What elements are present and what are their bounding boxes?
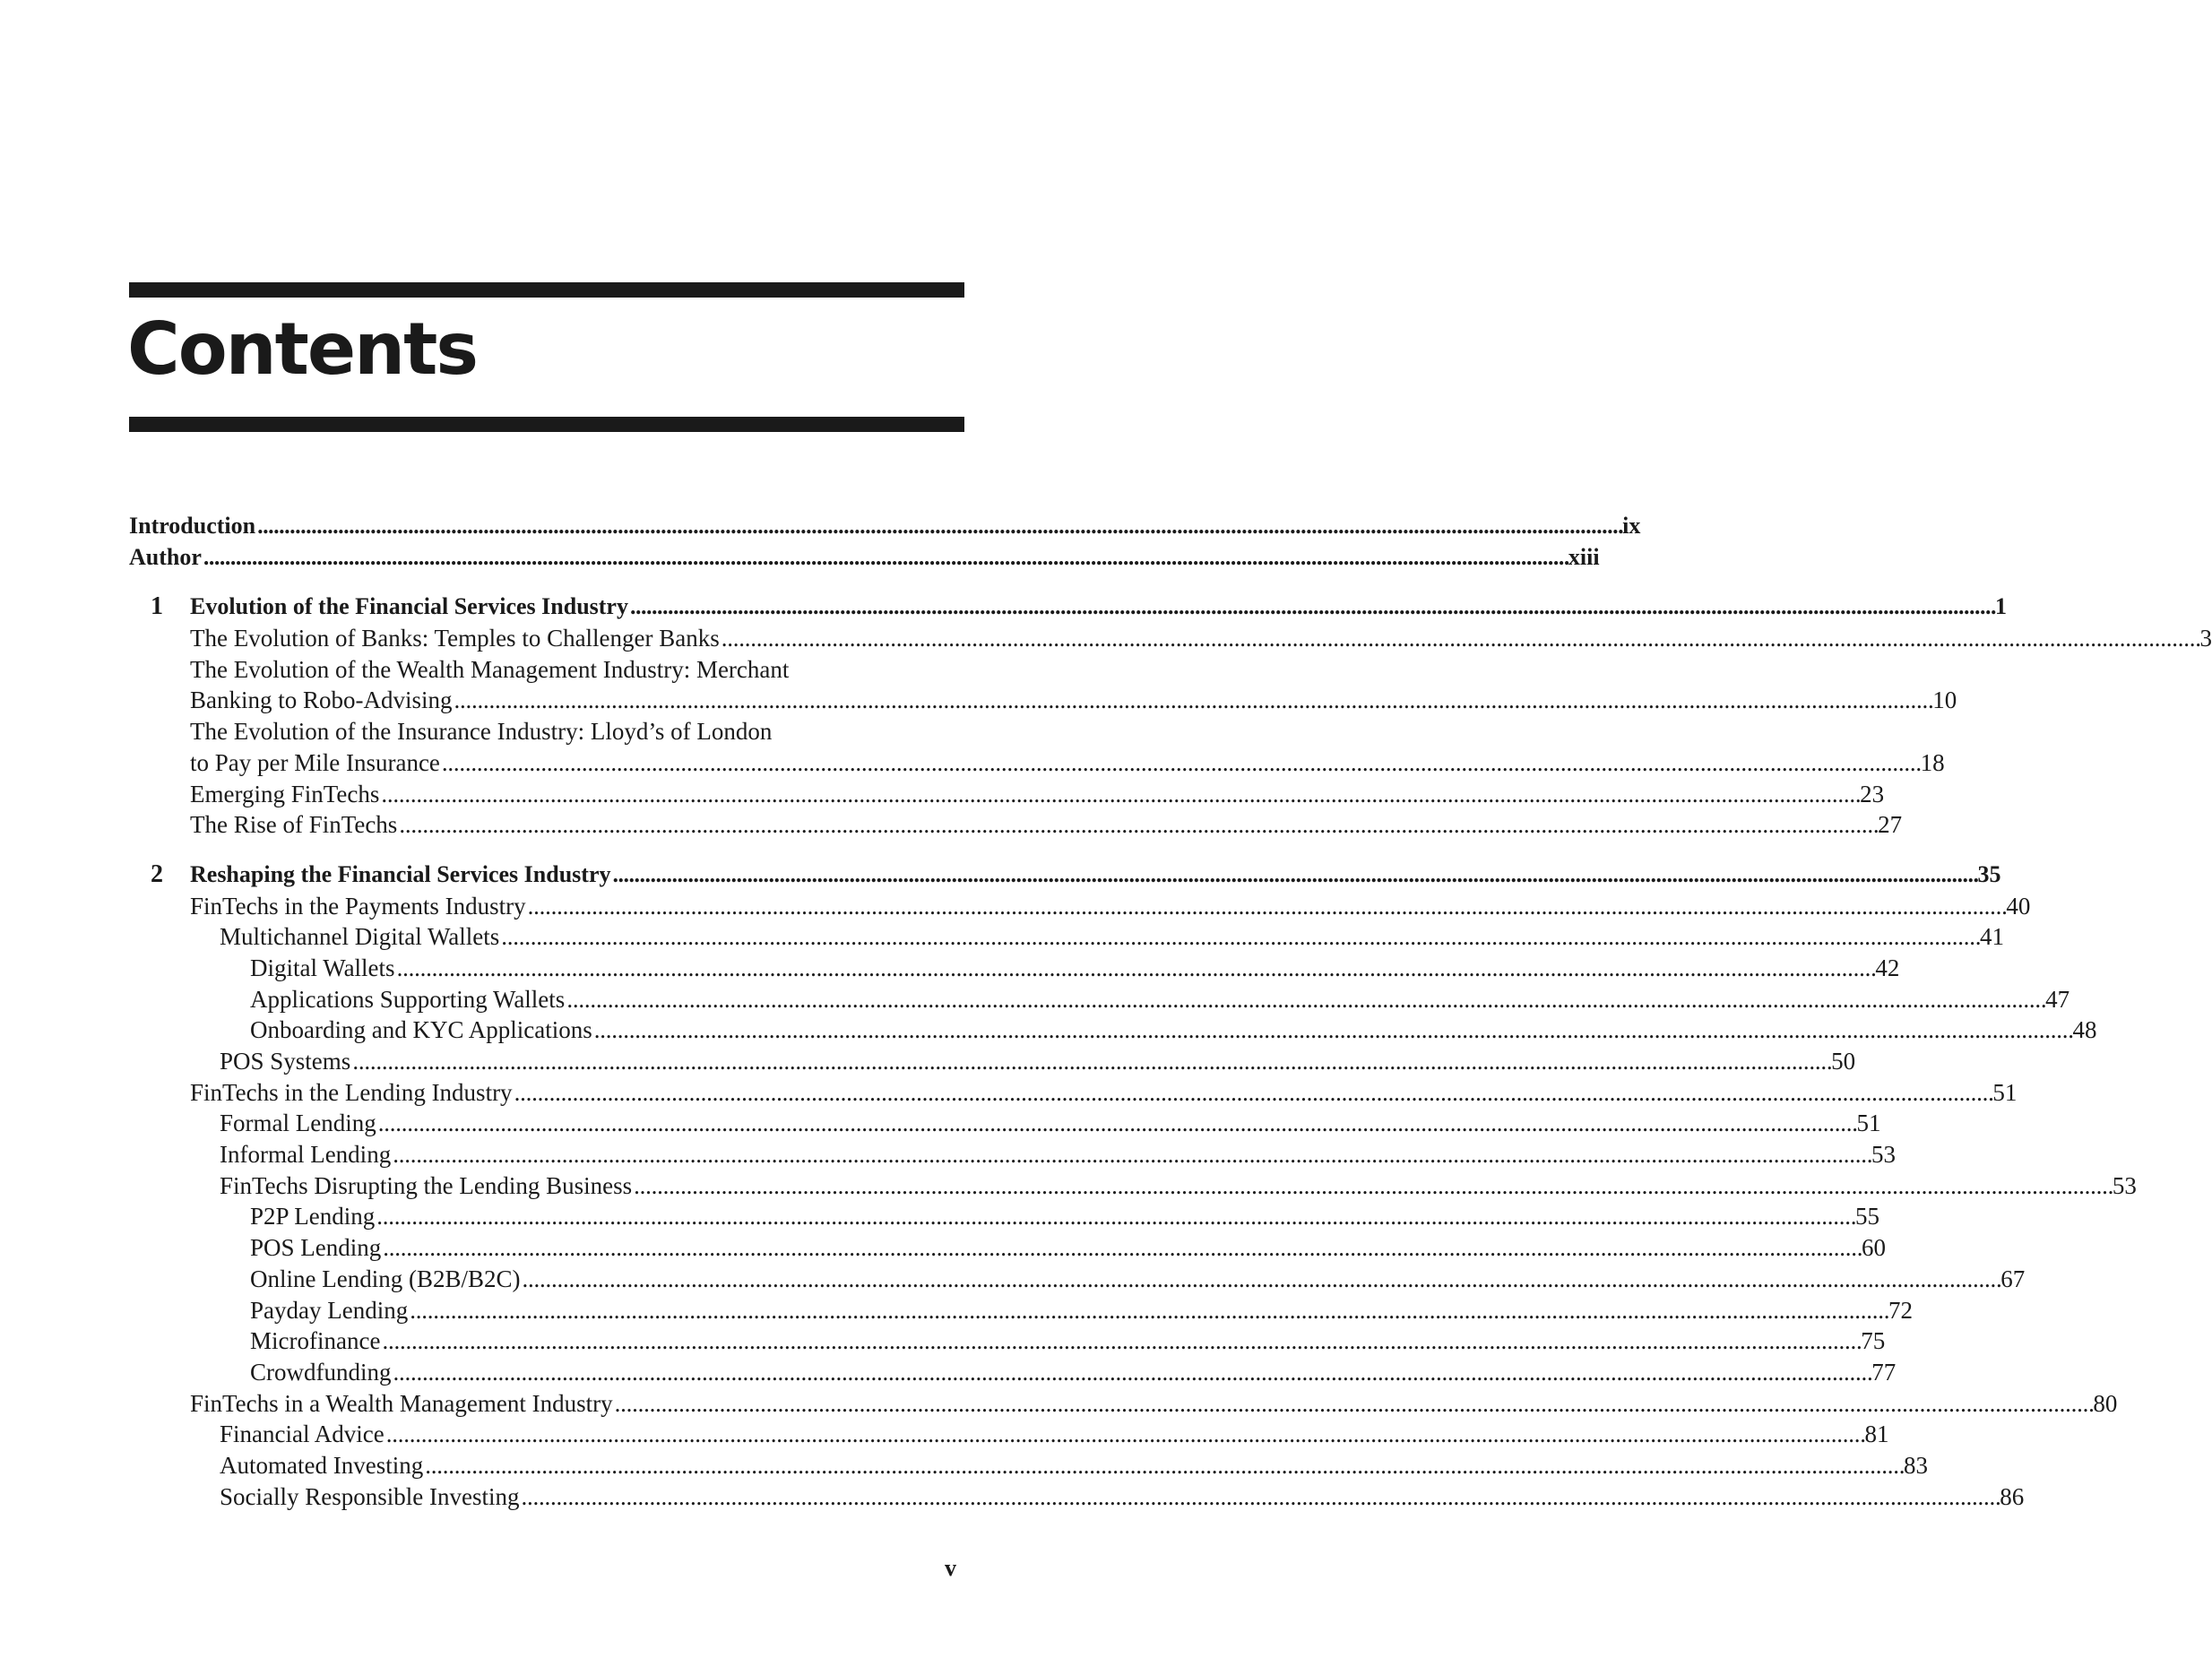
dot-leader <box>257 511 1620 542</box>
toc-entry[interactable] <box>129 984 2070 1015</box>
toc-entry-page: 72 <box>1888 1296 1913 1324</box>
dot-leader <box>528 891 2005 922</box>
toc-entry-title: Evolution of the Financial Services Industry <box>190 593 628 620</box>
toc-entry-page: 47 <box>2045 985 2070 1013</box>
toc-entry-page: 51 <box>1856 1110 1881 1137</box>
toc-entry[interactable] <box>129 1326 1886 1357</box>
dot-leader <box>399 809 1876 841</box>
toc-entry-page: 48 <box>2072 1016 2097 1044</box>
toc-entry-page: 10 <box>1932 687 1957 714</box>
toc-entry-title-continued: Banking to Robo-Advising <box>190 687 453 714</box>
toc-entry-title: Reshaping the Financial Services Industry <box>190 860 611 887</box>
toc-entry[interactable] <box>129 1046 1856 1077</box>
toc-entry[interactable] <box>129 654 1957 716</box>
toc-entry-page: 83 <box>1903 1451 1928 1479</box>
toc-entry[interactable] <box>129 779 1885 810</box>
toc-entry[interactable] <box>129 1388 2118 1420</box>
toc-entry-title: Microfinance <box>250 1327 381 1355</box>
dot-leader <box>203 542 1567 574</box>
top-rule <box>129 282 964 298</box>
dot-leader <box>501 921 1978 953</box>
toc-entry[interactable] <box>129 1357 1897 1388</box>
toc-entry-title: The Evolution of Banks: Temples to Challenger Banks <box>190 625 720 652</box>
page-number: v <box>945 1555 956 1581</box>
toc-entry-page: 41 <box>1980 923 2005 951</box>
toc-entry[interactable] <box>129 511 1641 542</box>
toc-entry-page: 35 <box>1977 860 2001 887</box>
bottom-rule <box>129 417 964 432</box>
toc-entry-title: FinTechs in the Lending Industry <box>190 1078 513 1106</box>
dot-leader <box>594 1015 2071 1046</box>
toc-entry-page: 81 <box>1864 1421 1889 1448</box>
toc-entry[interactable] <box>129 1077 2018 1109</box>
toc-entry[interactable] <box>129 953 1900 984</box>
toc-entry[interactable] <box>129 1015 2097 1046</box>
toc-entry-page: 18 <box>1920 748 1945 776</box>
toc-entry-title: Automated Investing <box>220 1451 424 1479</box>
toc-entry[interactable] <box>129 1232 1887 1264</box>
toc-entry[interactable] <box>129 1419 1889 1450</box>
toc-entry[interactable] <box>129 542 1600 574</box>
toc-entry[interactable] <box>129 1450 1928 1481</box>
toc-entry-title: The Evolution of the Insurance Industry: Lloyd’s of London <box>190 718 773 746</box>
toc-entry[interactable] <box>129 716 1945 778</box>
dot-leader <box>393 1357 1871 1388</box>
toc-entry-title: Online Lending (B2B/B2C) <box>250 1265 521 1292</box>
toc-entry-title: FinTechs in a Wealth Management Industry <box>190 1389 613 1417</box>
dot-leader <box>721 623 2199 654</box>
dot-leader <box>454 685 1931 716</box>
toc-entry-title: POS Systems <box>220 1048 351 1075</box>
dot-leader <box>514 1077 1992 1109</box>
dot-leader <box>383 1232 1860 1264</box>
toc-entry-title: FinTechs Disrupting the Lending Business <box>220 1171 633 1199</box>
toc-entry-page: 53 <box>2112 1171 2137 1199</box>
toc-entry-page: 80 <box>2093 1389 2118 1417</box>
toc-entry-title: Financial Advice <box>220 1421 385 1448</box>
dot-leader <box>386 1419 1863 1450</box>
toc-entry-page: 53 <box>1871 1141 1896 1169</box>
toc-entry[interactable] <box>129 1108 1881 1139</box>
toc-entry-title: POS Lending <box>250 1234 382 1262</box>
toc-entry[interactable] <box>129 623 2212 654</box>
toc-entry[interactable] <box>129 891 2031 922</box>
toc-entry-title: Formal Lending <box>220 1110 376 1137</box>
dot-leader <box>376 1201 1853 1232</box>
dot-leader <box>615 1388 2092 1420</box>
toc-entry-title: P2P Lending <box>250 1203 376 1231</box>
toc-entry-title: Payday Lending <box>250 1296 409 1324</box>
toc-entry[interactable] <box>129 1264 2026 1295</box>
toc-entry-page: 55 <box>1855 1203 1880 1231</box>
toc-entry-title: Crowdfunding <box>250 1358 392 1386</box>
toc-entry-title: FinTechs in the Payments Industry <box>190 892 526 920</box>
toc-entry-page: 51 <box>1992 1078 2018 1106</box>
dot-leader <box>352 1046 1829 1077</box>
toc-entry-page: 67 <box>2000 1265 2026 1292</box>
toc-entry-page: 60 <box>1862 1234 1887 1262</box>
toc-entry-page: 1 <box>1994 593 2007 620</box>
table-of-contents <box>129 511 2212 1512</box>
toc-entry-page: 50 <box>1831 1048 1856 1075</box>
toc-entry-page: 75 <box>1861 1327 1886 1355</box>
toc-entry[interactable] <box>129 1295 1913 1326</box>
toc-entry-title: The Rise of FinTechs <box>190 811 398 839</box>
dot-leader <box>442 747 1919 779</box>
toc-entry[interactable] <box>129 859 2001 891</box>
page-title: Contents <box>127 307 477 391</box>
toc-entry-page: 77 <box>1871 1358 1897 1386</box>
dot-leader <box>566 984 2044 1015</box>
toc-entry-page: 3 <box>2199 625 2212 652</box>
dot-leader <box>521 1481 1998 1513</box>
toc-entry[interactable] <box>129 592 2007 623</box>
toc-entry[interactable] <box>129 1201 1880 1232</box>
dot-leader <box>378 1108 1855 1139</box>
toc-entry-page: 23 <box>1860 780 1885 807</box>
toc-entry-title: Informal Lending <box>220 1141 392 1169</box>
toc-entry-title: Author <box>129 543 202 570</box>
toc-entry-page: 42 <box>1875 954 1900 981</box>
chapter-number: 2 <box>151 859 163 888</box>
dot-leader <box>630 592 1993 623</box>
toc-entry-title: Emerging FinTechs <box>190 780 380 807</box>
toc-entry[interactable] <box>129 921 2005 953</box>
dot-leader <box>397 953 1874 984</box>
toc-entry-title-continued: to Pay per Mile Insurance <box>190 748 440 776</box>
toc-entry-page: ix <box>1622 513 1641 539</box>
toc-entry-title: Socially Responsible Investing <box>220 1482 520 1510</box>
toc-entry-title: Digital Wallets <box>250 954 395 981</box>
toc-entry-title: Onboarding and KYC Applications <box>250 1016 592 1044</box>
toc-entry-title: Multichannel Digital Wallets <box>220 923 500 951</box>
toc-entry-page: 86 <box>2000 1482 2025 1510</box>
dot-leader <box>382 1326 1859 1357</box>
toc-entry-title: The Evolution of the Wealth Management Industry: Merchant <box>190 655 790 683</box>
toc-entry-page: 40 <box>2006 892 2031 920</box>
chapter-number: 1 <box>151 592 163 621</box>
dot-leader <box>613 859 1976 891</box>
dot-leader <box>425 1450 1902 1481</box>
toc-entry-page: xiii <box>1568 543 1600 570</box>
dot-leader <box>410 1295 1887 1326</box>
toc-entry[interactable] <box>129 1481 2025 1513</box>
toc-entry[interactable] <box>129 809 1903 841</box>
toc-entry-title: Introduction <box>129 513 256 539</box>
toc-entry[interactable] <box>129 1139 1896 1170</box>
toc-entry-page: 27 <box>1878 811 1903 839</box>
toc-entry-title: Applications Supporting Wallets <box>250 985 566 1013</box>
dot-leader <box>634 1170 2111 1202</box>
dot-leader <box>381 779 1858 810</box>
dot-leader <box>522 1264 1999 1295</box>
toc-entry[interactable] <box>129 1170 2137 1202</box>
dot-leader <box>393 1139 1870 1170</box>
